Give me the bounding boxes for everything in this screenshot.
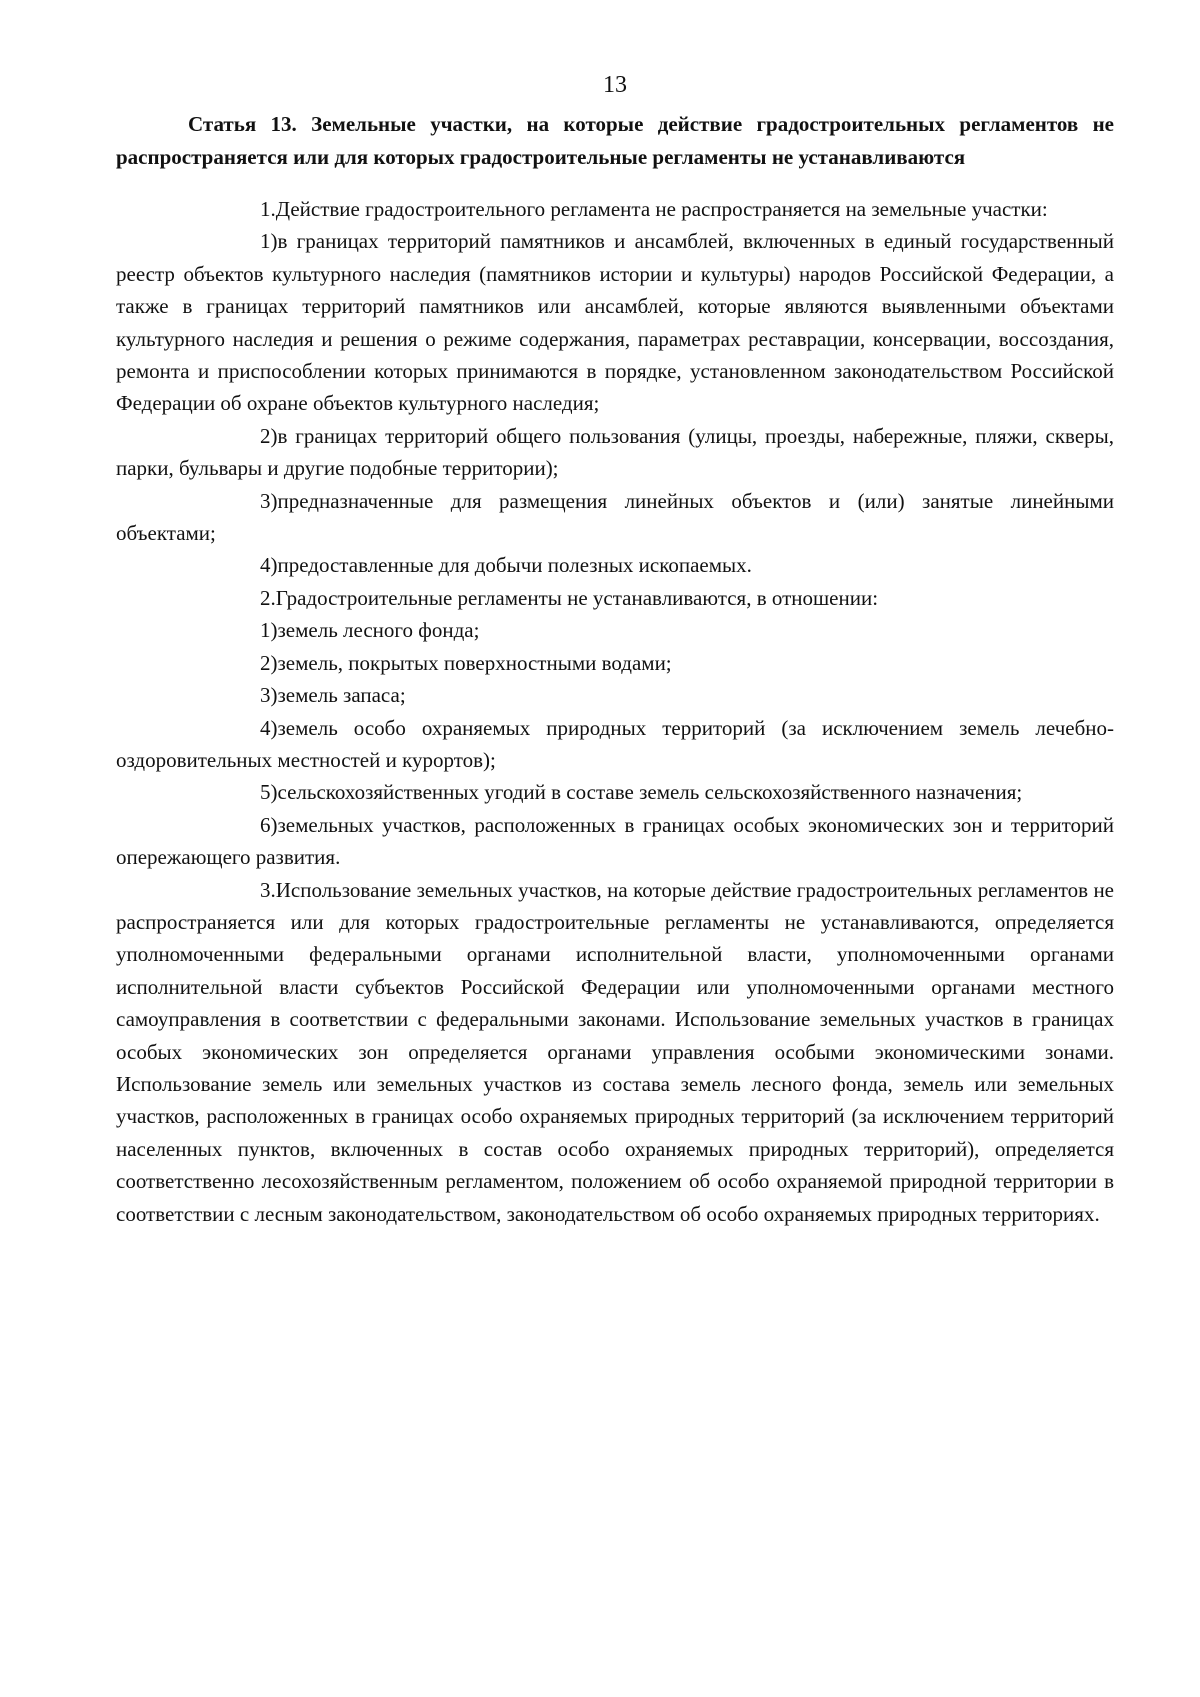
item-text: в границах территорий общего пользования (улицы, проезды, набережные, пляжи, скверы, парки, бульвары и другие подобные территории); — [116, 423, 1114, 481]
paragraph-2-item-5 — [116, 776, 1114, 808]
item-number: 3) — [260, 683, 278, 708]
item-number: 2. — [260, 585, 276, 610]
paragraph-3 — [116, 874, 1114, 1230]
item-text: сельскохозяйственных угодий в составе земель сельскохозяйственного назначения; — [277, 780, 1023, 805]
paragraph-1-item-3 — [116, 485, 1114, 550]
paragraph-2-item-4 — [116, 712, 1114, 777]
paragraph-2-item-6 — [116, 809, 1114, 874]
paragraph-1-item-1 — [116, 225, 1114, 419]
item-number: 6) — [260, 812, 278, 837]
paragraph-1 — [116, 193, 1114, 225]
item-number: 4) — [260, 553, 278, 578]
article-heading: Статья 13. Земельные участки, на которые действие градостроительных регламентов не распространяется или для которых градостроительные регламенты не устанавливаются — [116, 112, 1114, 169]
item-number: 1) — [260, 229, 278, 254]
item-text: земель запаса; — [277, 683, 406, 708]
item-number: 4) — [260, 715, 278, 740]
item-number: 2) — [260, 423, 278, 448]
item-text: предназначенные для размещения линейных объектов и (или) занятые линейными объектами; — [116, 488, 1114, 546]
item-number: 5) — [260, 780, 278, 805]
item-text: земель лесного фонда; — [277, 618, 480, 643]
item-text: земель особо охраняемых природных территорий (за исключением земель лечебно-оздоровительных местностей и курортов); — [116, 715, 1114, 772]
paragraph-1-item-4 — [116, 549, 1114, 581]
item-number: 2) — [260, 650, 278, 675]
item-number: 1. — [260, 197, 276, 221]
paragraph-2-item-2 — [116, 647, 1114, 679]
item-text: земель, покрытых поверхностными водами; — [277, 650, 672, 675]
paragraph-2-item-3 — [116, 679, 1114, 711]
item-text: предоставленные для добычи полезных ископаемых. — [277, 553, 752, 578]
item-number: 3) — [260, 488, 278, 513]
item-number: 1) — [260, 618, 278, 643]
item-text: в границах территорий памятников и ансамблей, включенных в единый государственный реестр объектов культурного наследия (памятников истории и культуры) народов Российской Федерации, а также в границах территорий памятников или ансамблей, которые являются выявленными объектами культурного наследия и решения о режиме содержания, параметрах реставрации, консервации, воссоздания, ремонта и приспособлении которых принимаются в порядке, установленном законодательством Российской Федерации об охране объектов культурного наследия; — [116, 229, 1114, 416]
item-text: Использование земельных участков, на которые действие градостроительных регламентов не распространяется или для которых градостроительные регламенты не устанавливаются, определяется уполномоченными федеральными органами исполнительной власти, уполномоченными органами исполнительной власти субъектов Российской Федерации или уполномоченными органами местного самоуправления в соответствии с федеральными законами. Использование земельных участков в границах особых экономических зон определяется органами управления особыми экономическими зонами. Использование земель или земельных участков из состава земель лесного фонда, земель или земельных участков, расположенных в границах особо охраняемых природных территорий (за исключением территорий населенных пунктов, включенных в состав особо охраняемых природных территорий), определяется соответственно лесохозяйственным регламентом, положением об особо охраняемой природной территории в соответствии с лесным законодательством, законодательством об особо охраняемых природных территориях. — [116, 877, 1114, 1226]
item-text: Градостроительные регламенты не устанавливаются, в отношении: — [275, 585, 879, 610]
paragraph-2 — [116, 582, 1114, 614]
item-text: Действие градостроительного регламента не распространяется на земельные участки: — [275, 197, 1048, 221]
paragraph-1-item-2 — [116, 420, 1114, 485]
item-number: 3. — [260, 877, 276, 902]
paragraph-2-item-1 — [116, 614, 1114, 646]
page-number: 13 — [603, 72, 627, 98]
item-text: земельных участков, расположенных в границах особых экономических зон и территорий опережающего развития. — [116, 812, 1114, 870]
